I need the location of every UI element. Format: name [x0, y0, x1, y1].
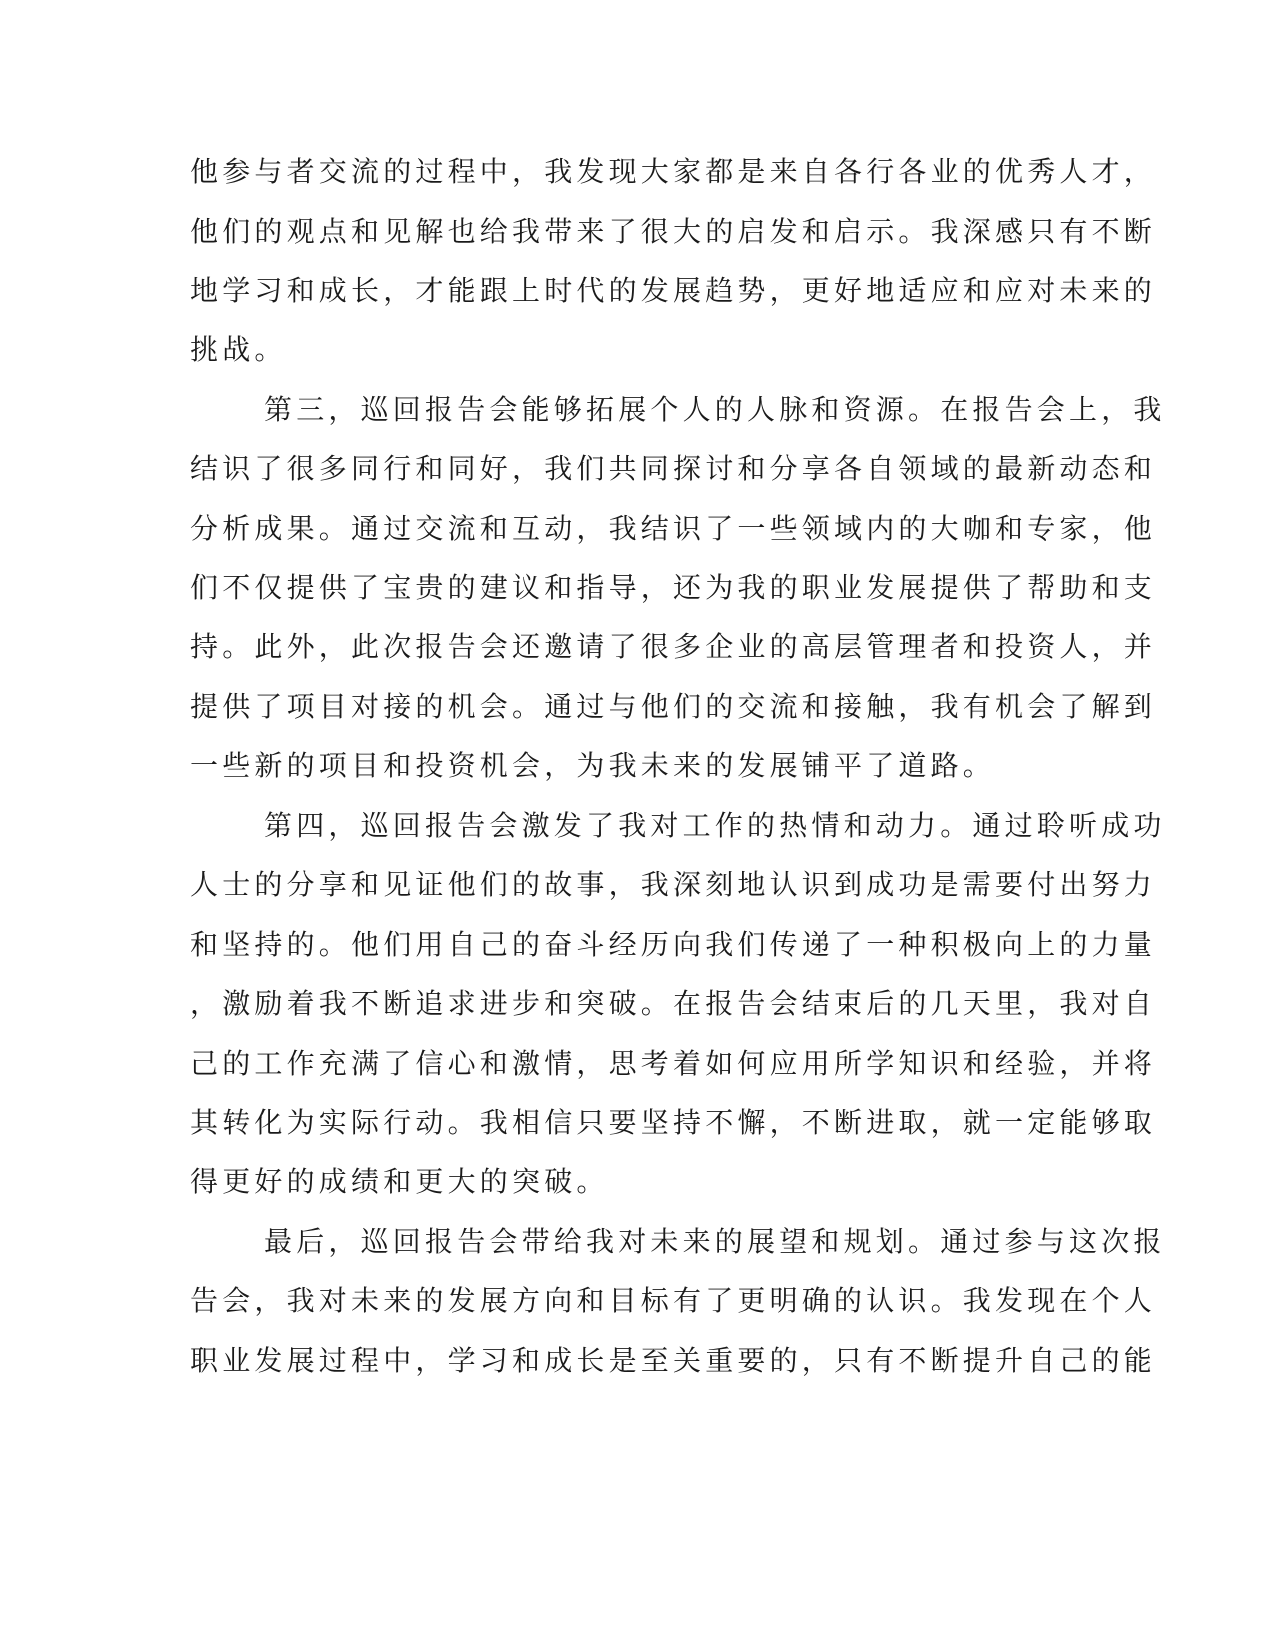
paragraph-3-line-3: 和坚持的。他们用自己的奋斗经历向我们传递了一种积极向上的力量	[190, 928, 1157, 961]
paragraph-3-line-6: 其转化为实际行动。我相信只要坚持不懈，不断进取，就一定能够取	[190, 1106, 1157, 1139]
paragraph-3-line-5: 己的工作充满了信心和激情，思考着如何应用所学知识和经验，并将	[190, 1047, 1157, 1080]
paragraph-1-line-4: 挑战。	[190, 333, 287, 366]
paragraph-2-line-5: 持。此外，此次报告会还邀请了很多企业的高层管理者和投资人，并	[190, 630, 1157, 663]
paragraph-1-line-2: 他们的观点和见解也给我带来了很大的启发和启示。我深感只有不断	[190, 215, 1157, 248]
paragraph-2-line-3: 分析成果。通过交流和互动，我结识了一些领域内的大咖和专家，他	[190, 512, 1157, 545]
paragraph-1-line-1: 他参与者交流的过程中，我发现大家都是来自各行各业的优秀人才，	[190, 155, 1157, 188]
paragraph-2-line-7: 一些新的项目和投资机会，为我未来的发展铺平了道路。	[190, 749, 996, 782]
paragraph-4-line-2: 告会，我对未来的发展方向和目标有了更明确的认识。我发现在个人	[190, 1284, 1157, 1317]
paragraph-3-line-2: 人士的分享和见证他们的故事，我深刻地认识到成功是需要付出努力	[190, 868, 1157, 901]
paragraph-1-line-3: 地学习和成长，才能跟上时代的发展趋势，更好地适应和应对未来的	[190, 274, 1157, 307]
paragraph-4-line-3: 职业发展过程中，学习和成长是至关重要的，只有不断提升自己的能	[190, 1344, 1157, 1377]
paragraph-3-line-1: 第四，巡回报告会激发了我对工作的热情和动力。通过聆听成功	[264, 809, 1166, 842]
paragraph-2-line-4: 们不仅提供了宝贵的建议和指导，还为我的职业发展提供了帮助和支	[190, 571, 1157, 604]
paragraph-2-line-1: 第三，巡回报告会能够拓展个人的人脉和资源。在报告会上，我	[264, 393, 1166, 426]
paragraph-2-line-6: 提供了项目对接的机会。通过与他们的交流和接触，我有机会了解到	[190, 690, 1157, 723]
paragraph-3-line-4: ，激励着我不断追求进步和突破。在报告会结束后的几天里，我对自	[190, 987, 1157, 1020]
paragraph-2-line-2: 结识了很多同行和同好，我们共同探讨和分享各自领域的最新动态和	[190, 452, 1157, 485]
paragraph-3-line-7: 得更好的成绩和更大的突破。	[190, 1165, 609, 1198]
paragraph-4-line-1: 最后，巡回报告会带给我对未来的展望和规划。通过参与这次报	[264, 1225, 1166, 1258]
